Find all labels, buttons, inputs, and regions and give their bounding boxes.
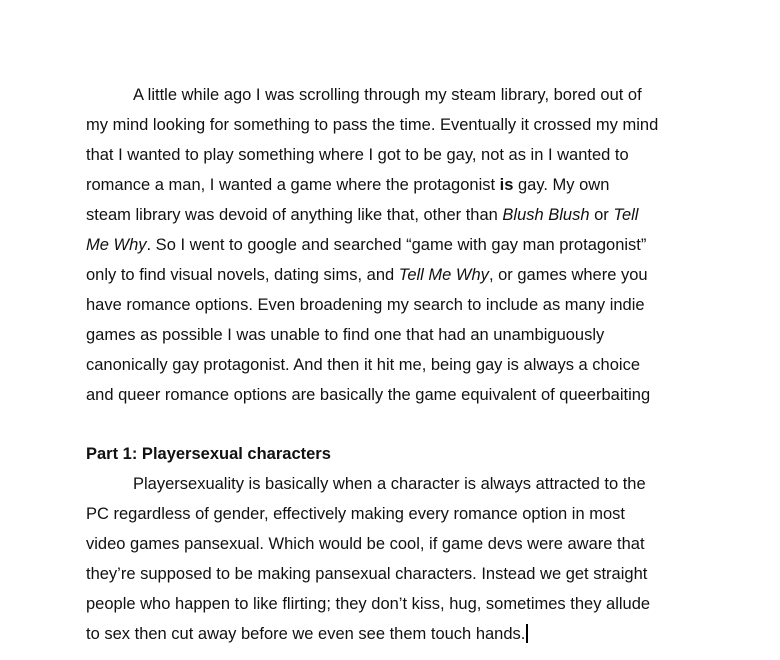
paragraph-line: PC regardless of gender, effectively making every romance option in most <box>86 505 625 523</box>
game-title: Me Why <box>86 236 147 254</box>
paragraph-line: have romance options. Even broadening my search to include as many indie <box>86 296 645 314</box>
game-title: Blush Blush <box>502 206 590 224</box>
paragraph-line: games as possible I was unable to find one that had an unambiguously <box>86 326 605 344</box>
paragraph-line: people who happen to like flirting; they don’t kiss, hug, sometimes they allude <box>86 595 651 613</box>
text-cursor <box>526 624 528 643</box>
section-heading: Part 1: Playersexual characters <box>86 445 331 463</box>
paragraph-line: canonically gay protagonist. And then it hit me, being gay is always a choice <box>86 356 640 374</box>
section-paragraph[interactable] <box>86 469 706 649</box>
paragraph-line: my mind looking for something to pass the time. Eventually it crossed my mind <box>86 116 659 134</box>
paragraph-line: that I wanted to play something where I got to be gay, not as in I wanted to <box>86 146 629 164</box>
paragraph-line: they’re supposed to be making pansexual characters. Instead we get straight <box>86 565 648 583</box>
game-title: Tell Me Why <box>398 266 489 284</box>
paragraph-line: video games pansexual. Which would be cool, if game devs were aware that <box>86 535 645 553</box>
paragraph-line: A little while ago I was scrolling through my steam library, bored out of <box>133 86 642 104</box>
intro-paragraph <box>86 80 706 410</box>
paragraph-line: romance a man, I wanted a game where the protagonist is gay. My own <box>86 176 610 194</box>
bold-emphasis: is <box>499 176 514 194</box>
paragraph-line: and queer romance options are basically the game equivalent of queerbaiting <box>86 386 651 404</box>
game-title: Tell <box>613 206 639 224</box>
paragraph-line: to sex then cut away before we even see them touch hands. <box>86 619 706 649</box>
paragraph-line: Playersexuality is basically when a character is always attracted to the <box>133 475 646 493</box>
paragraph-line: only to find visual novels, dating sims, and Tell Me Why, or games where you <box>86 266 648 284</box>
paragraph-line: steam library was devoid of anything like that, other than Blush Blush or Tell <box>86 206 639 224</box>
paragraph-line: Me Why. So I went to google and searched “game with gay man protagonist” <box>86 236 647 254</box>
